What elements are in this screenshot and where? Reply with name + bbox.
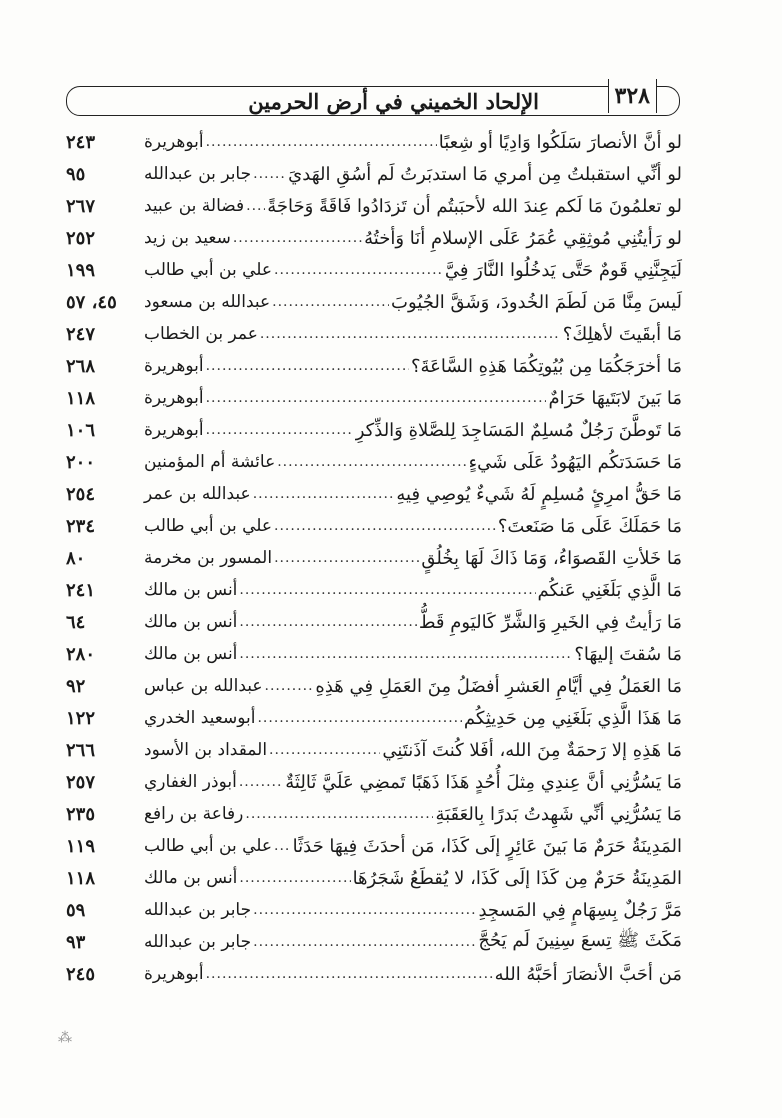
- narrator-name: جابر بن عبدالله: [144, 932, 252, 952]
- narrator-name: عبدالله بن عباس: [144, 676, 263, 696]
- leader-dots: [206, 134, 437, 150]
- narrator-name: عبدالله بن عمر: [144, 484, 251, 504]
- page-reference: ١١٩: [66, 835, 96, 857]
- leader-dots: [265, 678, 314, 694]
- page-reference: ١١٨: [66, 867, 96, 889]
- hadith-text: لو تعلمُونَ مَا لَكم عِندَ الله لأحبَبتُم أن تَزدَادُوا فَاقَةً وَحَاجَةً: [267, 195, 682, 217]
- hadith-text: مَا بَينَ لابَتَيهَا حَرَامٌ: [548, 387, 682, 409]
- narrator-name: أنس بن مالك: [144, 612, 238, 632]
- index-entry: [66, 254, 682, 286]
- leader-dots: [245, 806, 433, 822]
- narrator-name: علي بن أبي طالب: [144, 516, 273, 536]
- narrator-name: المسور بن مخرمة: [144, 548, 273, 568]
- leader-dots: [239, 614, 416, 630]
- narrator-name: علي بن أبي طالب: [144, 260, 273, 280]
- narrator-name: أبوهريرة: [144, 356, 204, 376]
- leader-dots: [253, 934, 476, 950]
- index-entry: [66, 766, 682, 798]
- hadith-text: مَا خَلأتِ القَصوَاءُ، وَمَا ذَاكَ لَهَا بِخُلُقٍ: [421, 547, 682, 569]
- index-entry: [66, 126, 682, 158]
- leader-dots: [206, 966, 493, 982]
- leader-dots: [206, 358, 409, 374]
- hadith-text: لَيسَ مِنَّا مَن لَطَمَ الخُدودَ، وَشَقَّ الجُيُوبَ: [391, 291, 682, 313]
- hadith-text: مَا يَسُرُّنِي أنِّي شَهِدتُ بَدرًا بِالعَقَبَةِ: [435, 803, 682, 825]
- hadith-text: مَا العَمَلُ فِي أيَّامِ العَشرِ أفضَلُ مِنَ العَمَلِ فِي هَذِهِ: [315, 675, 682, 697]
- leader-dots: [274, 838, 291, 854]
- narrator-name: أبوسعيد الخدري: [144, 708, 256, 728]
- narrator-name: أبوهريرة: [144, 132, 204, 152]
- leader-dots: [253, 166, 286, 182]
- hadith-text: مَا هَذِهِ إلا رَحمَةٌ مِنَ الله، أفَلا كُنتَ آذَنتَنِي: [382, 739, 682, 761]
- page-reference: ٩٥: [66, 163, 86, 185]
- hadith-index-list: [66, 126, 682, 990]
- page-reference: ٨٠: [66, 547, 86, 569]
- index-entry: [66, 542, 682, 574]
- hadith-text: مَا أبقَيتَ لأهلِكَ؟: [562, 323, 682, 345]
- index-entry: [66, 286, 682, 318]
- index-entry: [66, 222, 682, 254]
- page-reference: ١١٨: [66, 387, 96, 409]
- narrator-name: رفاعة بن رافع: [144, 804, 244, 824]
- hadith-text: المَدِينَةُ حَرَمٌ مِن كَذَا إلَى كَذَا، لا يُقطَعُ شَجَرُهَا: [352, 867, 682, 889]
- index-entry: [66, 670, 682, 702]
- index-entry: [66, 574, 682, 606]
- page-reference: ٢٦٨: [66, 355, 96, 377]
- narrator-name: عمر بن الخطاب: [144, 324, 258, 344]
- page-reference: ٢٤٧: [66, 323, 96, 345]
- page-reference: ٢٤٣: [66, 131, 96, 153]
- index-entry: [66, 638, 682, 670]
- hadith-text: المَدِينَةُ حَرَمٌ مَا بَينَ عَائِرٍ إلَى كَذَا، مَن أحدَثَ فِيهَا حَدَثًا: [292, 835, 682, 857]
- leader-dots: [206, 422, 354, 438]
- leader-dots: [253, 486, 395, 502]
- page-reference: ٥٩: [66, 899, 86, 921]
- narrator-name: عبدالله بن مسعود: [144, 292, 271, 312]
- leader-dots: [257, 710, 461, 726]
- hadith-text: مَا هَذَا الَّذِي بَلَغَنِي مِن حَدِيثِكُم: [463, 707, 682, 729]
- leader-dots: [206, 390, 547, 406]
- hadith-text: مَكَثَ ﷺ تِسعَ سِنِينَ لَم يَحُجَّ: [478, 930, 682, 951]
- leader-dots: [260, 326, 561, 342]
- index-entry: [66, 158, 682, 190]
- narrator-name: أبوهريرة: [144, 964, 204, 984]
- hadith-text: مَا حَسَدَتكُم اليَهُودُ عَلَى شَيءٍ: [468, 451, 682, 473]
- leader-dots: [272, 294, 389, 310]
- hadith-text: لو رَأيتُنِي مُوثِقِي عُمَرُ عَلَى الإسلامِ أنَا وَأختُهُ: [364, 227, 682, 249]
- hadith-text: لو أنِّي استقبلتُ مِن أمري مَا استدبَرتُ لَم أسُقِ الهَديَ: [288, 163, 682, 185]
- leader-dots: [269, 742, 380, 758]
- leader-dots: [246, 198, 265, 214]
- page-reference: ٩٢: [66, 675, 86, 697]
- narrator-name: فضالة بن عبيد: [144, 196, 245, 216]
- leader-dots: [253, 902, 476, 918]
- narrator-name: أنس بن مالك: [144, 868, 238, 888]
- narrator-name: المقداد بن الأسود: [144, 740, 268, 760]
- narrator-name: أبوذر الغفاري: [144, 772, 237, 792]
- hadith-text: مَا رَأيتُ فِي الخَيرِ وَالشَّرِّ كَاليَومِ قَطُّ: [418, 611, 682, 633]
- hadith-text: مَن أحَبَّ الأنصَارَ أحَبَّهُ الله: [494, 963, 682, 985]
- leader-dots: [277, 454, 466, 470]
- index-entry: [66, 958, 682, 990]
- book-title: الإلحاد الخميني في أرض الحرمين: [248, 89, 539, 114]
- page-reference: ٢٨٠: [66, 643, 96, 665]
- hadith-text: مَا حَقُّ امرِئٍ مُسلِمٍ لَهُ شَيءٌ يُوصِي فِيهِ: [396, 483, 682, 505]
- running-header: [66, 83, 680, 116]
- narrator-name: علي بن أبي طالب: [144, 836, 273, 856]
- page-reference: ٩٣: [66, 931, 86, 953]
- narrator-name: أبوهريرة: [144, 420, 204, 440]
- leader-dots: [239, 646, 572, 662]
- narrator-name: سعيد بن زيد: [144, 228, 231, 248]
- narrator-name: أنس بن مالك: [144, 580, 238, 600]
- leader-dots: [239, 774, 283, 790]
- hadith-text: لو أنَّ الأنصارَ سَلَكُوا وَادِيًا أو شِعبًا: [438, 131, 682, 153]
- index-entry: [66, 862, 682, 894]
- page-reference: ٢٤١: [66, 579, 96, 601]
- index-entry: [66, 734, 682, 766]
- narrator-name: عائشة أم المؤمنين: [144, 452, 276, 472]
- page-reference: ٢٣٥: [66, 803, 96, 825]
- narrator-name: أنس بن مالك: [144, 644, 238, 664]
- hadith-text: مَا سُقتَ إليهَا؟: [574, 643, 682, 665]
- page-reference: ٤٥، ٥٧: [66, 291, 117, 313]
- leader-dots: [274, 518, 496, 534]
- index-entry: [66, 318, 682, 350]
- index-entry: [66, 382, 682, 414]
- index-entry: [66, 798, 682, 830]
- page-reference: ٢٦٦: [66, 739, 96, 761]
- page-reference: ٢٣٤: [66, 515, 96, 537]
- index-entry: [66, 350, 682, 382]
- index-entry: [66, 926, 682, 958]
- index-entry: [66, 190, 682, 222]
- leader-dots: [274, 262, 443, 278]
- narrator-name: جابر بن عبدالله: [144, 900, 252, 920]
- index-entry: [66, 414, 682, 446]
- hadith-text: لَيَجِنَّنِي قَومٌ حَتَّى يَدخُلُوا النَّارَ فِيَّ: [444, 259, 682, 281]
- index-entry: [66, 702, 682, 734]
- narrator-name: أبوهريرة: [144, 388, 204, 408]
- hadith-text: مَا تَوطَّنَ رَجُلٌ مُسلِمٌ المَسَاجِدَ لِلصَّلاةِ وَالذِّكرِ: [355, 419, 682, 441]
- leader-dots: [239, 870, 350, 886]
- hadith-text: مَا حَمَلَكَ عَلَى مَا صَنَعتَ؟: [497, 515, 682, 537]
- page-reference: ٦٤: [66, 611, 86, 633]
- page-reference: ٢٥٧: [66, 771, 96, 793]
- hadith-text: مَا أخرَجَكُمَا مِن بُيُوتِكُمَا هَذِهِ السَّاعَةَ؟: [410, 355, 682, 377]
- leader-dots: [239, 582, 535, 598]
- hadith-text: مَا الَّذِي بَلَغَنِي عَنكُم: [537, 579, 682, 601]
- narrator-name: جابر بن عبدالله: [144, 164, 252, 184]
- leader-dots: [274, 550, 419, 566]
- page-reference: ١٩٩: [66, 259, 96, 281]
- page-reference: ٢٥٤: [66, 483, 96, 505]
- index-entry: [66, 446, 682, 478]
- index-entry: [66, 830, 682, 862]
- index-entry: [66, 606, 682, 638]
- hadith-text: مَا يَسُرُّنِي أنَّ عِندِي مِثلَ أُحُدٍ هَذَا ذَهَبًا تَمضِي عَلَيَّ ثَالِثَةٌ: [285, 771, 682, 793]
- scan-artifact: ⁂: [58, 1030, 72, 1046]
- page-reference: ١٢٢: [66, 707, 96, 729]
- leader-dots: [233, 230, 362, 246]
- index-entry: [66, 478, 682, 510]
- index-entry: [66, 510, 682, 542]
- page-number: ٣٢٨: [608, 79, 657, 113]
- page-reference: ١٠٦: [66, 419, 96, 441]
- page-reference: ٢٤٥: [66, 963, 96, 985]
- page-reference: ٢٠٠: [66, 451, 96, 473]
- index-entry: [66, 894, 682, 926]
- hadith-text: مَرَّ رَجُلٌ بِسِهَامٍ فِي المَسجِدِ: [478, 899, 682, 921]
- page-reference: ٢٥٢: [66, 227, 96, 249]
- page-reference: ٢٦٧: [66, 195, 96, 217]
